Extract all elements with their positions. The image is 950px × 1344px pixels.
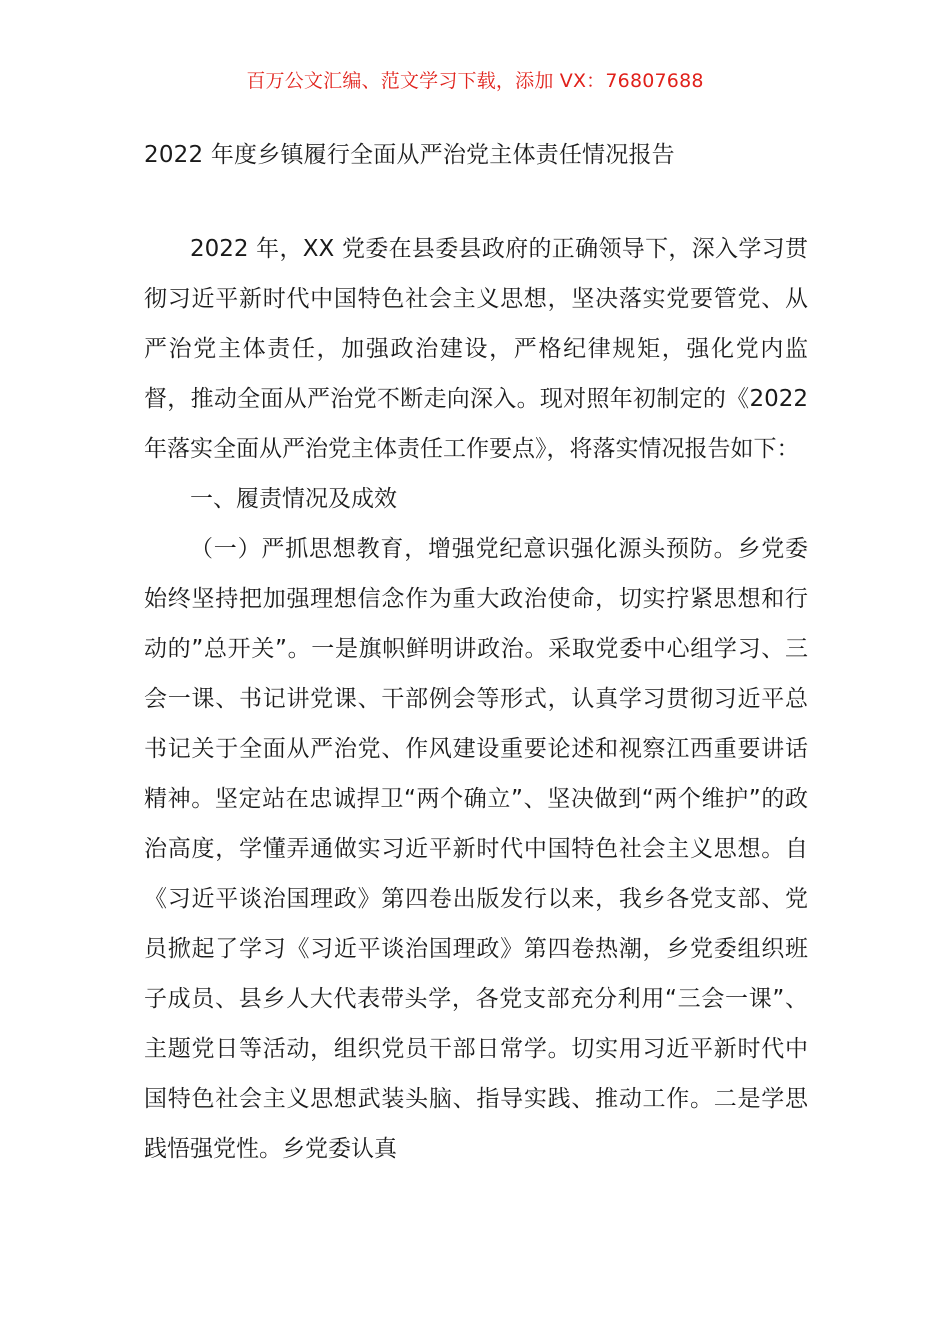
document-body	[144, 224, 808, 1174]
document-title: 2022 年度乡镇履行全面从严治党主体责任情况报告	[144, 142, 675, 168]
watermark-header: 百万公文汇编、范文学习下载，添加 VX：76807688	[246, 70, 704, 92]
intro-paragraph: 2022 年，XX 党委在县委县政府的正确领导下，深入学习贯彻习近平新时代中国特色社会主义思想，坚决落实党要管党、从严治党主体责任，加强政治建设，严格纪律规矩，强化党内监督，推动全面从严治党不断走向深入。现对照年初制定的《2022 年落实全面从严治党主体责任工作要点》，将落实情况报告如下：	[144, 236, 808, 462]
section-heading: 一、履责情况及成效	[190, 486, 397, 512]
subsection-paragraph: （一）严抓思想教育，增强党纪意识强化源头预防。乡党委始终坚持把加强理想信念作为重大政治使命，切实拧紧思想和行动的”总开关”。一是旗帜鲜明讲政治。采取党委中心组学习、三会一课、书记讲党课、干部例会等形式，认真学习贯彻习近平总书记关于全面从严治党、作风建设重要论述和视察江西重要讲话精神。坚定站在忠诚捍卫“两个确立”、坚决做到“两个维护”的政治高度，学懂弄通做实习近平新时代中国特色社会主义思想。自《习近平谈治国理政》第四卷出版发行以来，我乡各党支部、党员掀起了学习《习近平谈治国理政》第四卷热潮，乡党委组织班子成员、县乡人大代表带头学，各党支部充分利用“三会一课”、主题党日等活动，组织党员干部日常学。切实用习近平新时代中国特色社会主义思想武装头脑、指导实践、推动工作。二是学思践悟强党性。乡党委认真	[144, 536, 808, 1162]
